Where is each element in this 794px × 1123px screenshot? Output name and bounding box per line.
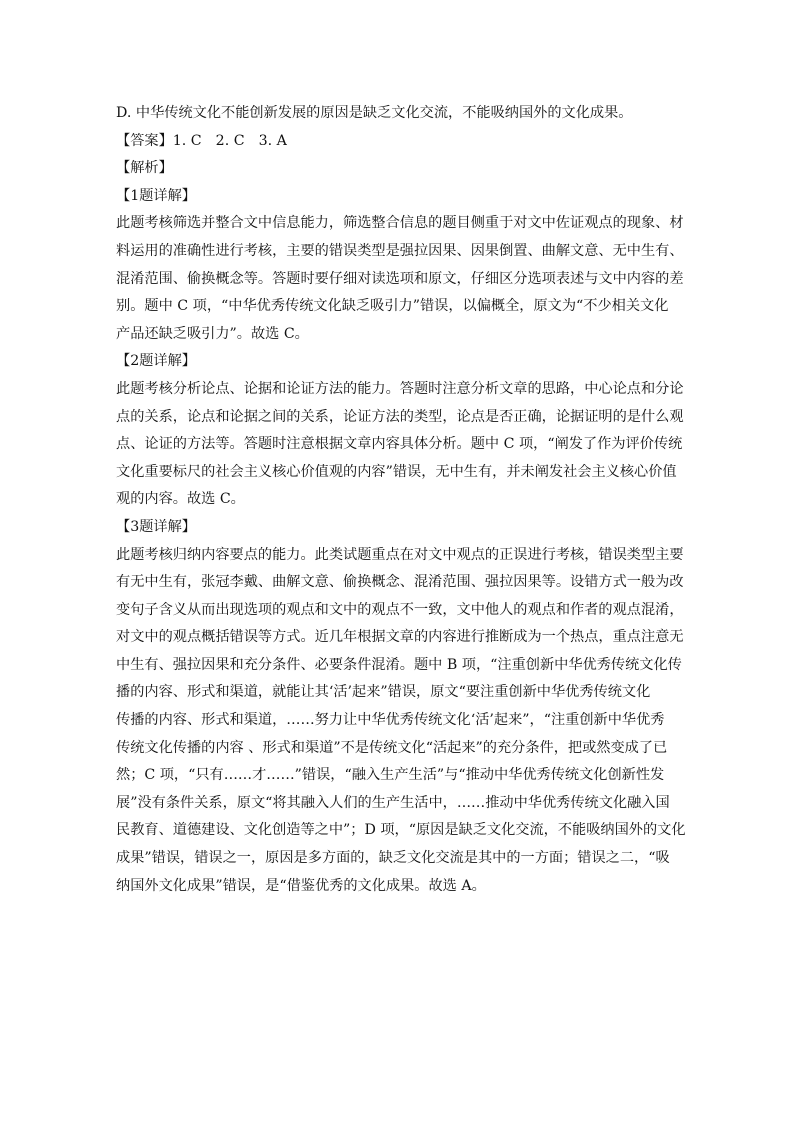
q3-line: 此题考核归纳内容要点的能力。此类试题重点在对文中观点的正误进行考核，错误类型主要 xyxy=(116,546,684,563)
q3-section xyxy=(116,514,686,900)
q1-section xyxy=(116,183,686,349)
answer-item-2: 2. C xyxy=(215,132,245,149)
answer-label: 【答案】 xyxy=(116,132,173,149)
answer-line xyxy=(116,128,686,156)
document-page xyxy=(116,100,686,900)
answer-item-3: 3. A xyxy=(258,132,287,149)
q1-heading: 【1题详解】 xyxy=(116,187,196,204)
q3-heading: 【3题详解】 xyxy=(116,518,196,535)
q3-line: 纳国外文化成果”错误，是“借鉴优秀的文化成果。故选 A。 xyxy=(116,877,486,894)
q3-line: 民教育、道德建设、文化创造等之中”；D 项，“原因是缺乏文化交流，不能吸纳国外的文化 xyxy=(116,822,686,839)
q1-line: 此题考核筛选并整合文中信息能力，筛选整合信息的题目侧重于对文中佐证观点的现象、材 xyxy=(116,215,684,232)
q1-line: 料运用的准确性进行考核，主要的错误类型是强拉因果、因果倒置、曲解文意、无中生有、 xyxy=(116,242,684,259)
q3-line: 对文中的观点概括错误等方式。近几年根据文章的内容进行推断成为一个热点，重点注意无 xyxy=(116,629,684,646)
q3-line: 展”没有条件关系，原文“将其融入人们的生产生活中，……推动中华优秀传统文化融入国 xyxy=(116,794,670,811)
q2-heading: 【2题详解】 xyxy=(116,353,196,370)
q2-line: 观的内容。故选 C。 xyxy=(116,491,245,508)
q2-line: 此题考核分析论点、论据和论证方法的能力。答题时注意分析文章的思路，中心论点和分论 xyxy=(116,380,684,397)
option-d-text: D. 中华传统文化不能创新发展的原因是缺乏文化交流，不能吸纳国外的文化成果。 xyxy=(116,105,633,121)
q3-line: 变句子含义从而出现选项的观点和文中的观点不一致，文中他人的观点和作者的观点混淆， xyxy=(116,601,684,618)
q2-section xyxy=(116,348,686,514)
q1-line: 产品还缺乏吸引力”。故选 C。 xyxy=(116,325,309,342)
q3-line: 中生有、强拉因果和充分条件、必要条件混淆。题中 B 项，“注重创新中华优秀传统文化传 xyxy=(116,656,682,673)
answer-item-1: 1. C xyxy=(172,132,202,149)
q3-line: 传播的内容、形式和渠道，……努力让中华优秀传统文化‘活’起来”，“注重创新中华优秀 xyxy=(116,712,665,729)
q1-line: 混淆范围、偷换概念等。答题时要仔细对读选项和原文，仔细区分选项表述与文中内容的差 xyxy=(116,270,684,287)
q3-line: 有无中生有，张冠李戴、曲解文意、偷换概念、混淆范围、强拉因果等。设错方式一般为改 xyxy=(116,574,684,591)
q2-line: 点的关系，论点和论据之间的关系，论证方法的类型，论点是否正确，论据证明的是什么观 xyxy=(116,408,684,425)
analysis-label: 【解析】 xyxy=(116,160,173,177)
q2-line: 点、论证的方法等。答题时注意根据文章内容具体分析。题中 C 项，“阐发了作为评价传统 xyxy=(116,436,683,453)
q3-line: 然；C 项，“只有……才……”错误，“融入生产生活”与“推动中华优秀传统文化创新性发 xyxy=(116,767,665,784)
q1-line: 别。题中 C 项，“中华优秀传统文化缺乏吸引力”错误，以偏概全，原文为“不少相关文化 xyxy=(116,298,669,315)
q3-line: 传统文化传播的内容 、形式和渠道”不是传统文化“活起来”的充分条件，把或然变成了已 xyxy=(116,739,668,756)
q3-line: 成果”错误，错误之一，原因是多方面的，缺乏文化交流是其中的一方面；错误之二，“吸 xyxy=(116,850,670,867)
q2-line: 文化重要标尺的社会主义核心价值观的内容”错误，无中生有，并未阐发社会主义核心价值 xyxy=(116,463,677,480)
q3-line: 播的内容、形式和渠道，就能让其‘活’起来”错误，原文“要注重创新中华优秀传统文化 xyxy=(116,684,651,701)
